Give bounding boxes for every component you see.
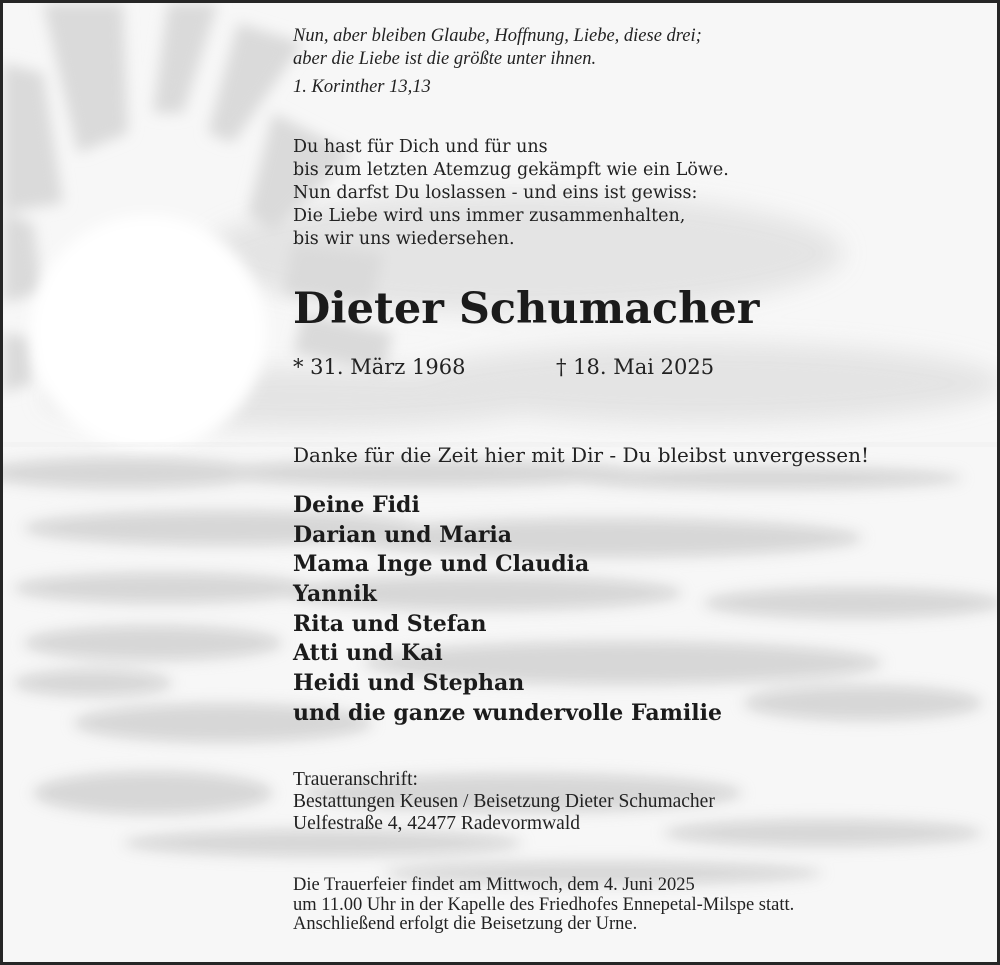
deceased-name: Dieter Schumacher [293,284,760,334]
memorial-poem [293,136,729,251]
poem-line: Du hast für Dich und für uns [293,137,548,157]
service-line: Die Trauerfeier findet am Mittwoch, dem 4. Juni 2025 [293,875,695,895]
mourners-list [293,491,722,729]
mourner: und die ganze wundervolle Familie [293,699,722,726]
thanks-line: Danke für die Zeit hier mit Dir - Du bleibst unvergessen! [293,443,870,467]
mourner: Deine Fidi [293,492,420,518]
service-line: Anschließend erfolgt die Beisetzung der Urne. [293,914,638,934]
verse-line: aber die Liebe ist die größte unter ihnen. [293,49,597,69]
mourner: Darian und Maria [293,521,513,548]
mourner: Mama Inge und Claudia [293,551,590,578]
address-label: Traueranschrift: [293,769,418,790]
service-line: um 11.00 Uhr in der Kapelle des Friedhofes Ennepetal-Milspe statt. [293,894,795,915]
mourner: Rita und Stefan [293,610,487,637]
address-line: Bestattungen Keusen / Beisetzung Dieter Schumacher [293,791,715,812]
bible-verse [293,25,702,99]
death-date: † 18. Mai 2025 [556,355,715,379]
mourning-address [293,769,715,835]
poem-line: bis zum letzten Atemzug gekämpft wie ein Löwe. [293,160,729,180]
mourner: Heidi und Stephan [293,670,525,697]
poem-line: Nun darfst Du loslassen - und eins ist gewiss: [293,183,698,203]
funeral-service-info [293,876,794,935]
poem-line: bis wir uns wiedersehen. [293,229,515,249]
mourner: Atti und Kai [293,640,443,667]
poem-line: Die Liebe wird uns immer zusammenhalten, [293,206,686,226]
mourner: Yannik [293,581,377,608]
birth-date: * 31. März 1968 [293,355,466,379]
verse-reference: 1. Korinther 13,13 [293,77,431,97]
verse-line: Nun, aber bleiben Glaube, Hoffnung, Liebe, diese drei; [293,26,702,46]
address-line: Uelfestraße 4, 42477 Radevormwald [293,813,580,834]
